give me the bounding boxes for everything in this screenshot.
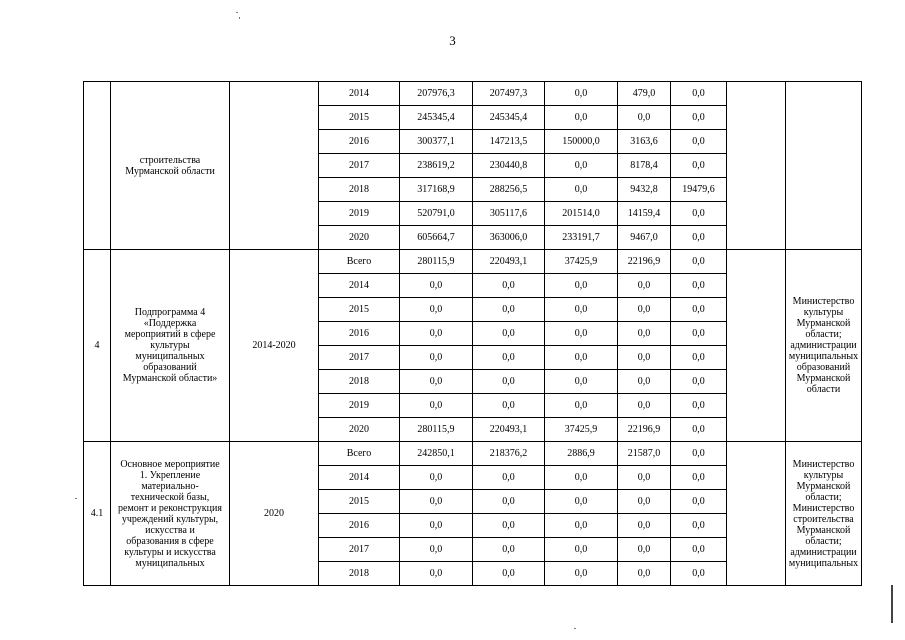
- federal-budget-cell: 0,0: [545, 322, 618, 346]
- total-cell: 207976,3: [400, 82, 473, 106]
- local-budget-cell: 0,0: [618, 538, 671, 562]
- other-sources-cell: 0,0: [671, 82, 727, 106]
- local-budget-cell: 0,0: [618, 274, 671, 298]
- federal-budget-cell: 0,0: [545, 394, 618, 418]
- total-cell: 280115,9: [400, 250, 473, 274]
- federal-budget-cell: 0,0: [545, 538, 618, 562]
- other-sources-cell: 0,0: [671, 370, 727, 394]
- other-sources-cell: 0,0: [671, 322, 727, 346]
- federal-budget-cell: 0,0: [545, 490, 618, 514]
- total-cell: 280115,9: [400, 418, 473, 442]
- year-cell: 2015: [319, 106, 400, 130]
- year-cell: 2018: [319, 178, 400, 202]
- regional-budget-cell: 0,0: [473, 466, 545, 490]
- regional-budget-cell: 288256,5: [473, 178, 545, 202]
- local-budget-cell: 21587,0: [618, 442, 671, 466]
- local-budget-cell: 479,0: [618, 82, 671, 106]
- regional-budget-cell: 0,0: [473, 346, 545, 370]
- federal-budget-cell: 0,0: [545, 370, 618, 394]
- federal-budget-cell: 150000,0: [545, 130, 618, 154]
- federal-budget-cell: 0,0: [545, 178, 618, 202]
- local-budget-cell: 14159,4: [618, 202, 671, 226]
- executor-cell: Министерство культуры Мурманской области; администрации муниципальных образований Мурманской области: [786, 250, 862, 442]
- year-cell: 2019: [319, 394, 400, 418]
- regional-budget-cell: 220493,1: [473, 250, 545, 274]
- year-cell: 2017: [319, 538, 400, 562]
- year-cell: 2020: [319, 226, 400, 250]
- local-budget-cell: 0,0: [618, 562, 671, 586]
- regional-budget-cell: 0,0: [473, 562, 545, 586]
- federal-budget-cell: 0,0: [545, 106, 618, 130]
- federal-budget-cell: 37425,9: [545, 250, 618, 274]
- blank-cell: [727, 250, 786, 442]
- other-sources-cell: 0,0: [671, 538, 727, 562]
- other-sources-cell: 0,0: [671, 106, 727, 130]
- regional-budget-cell: 207497,3: [473, 82, 545, 106]
- other-sources-cell: 0,0: [671, 394, 727, 418]
- year-cell: 2014: [319, 274, 400, 298]
- regional-budget-cell: 245345,4: [473, 106, 545, 130]
- regional-budget-cell: 0,0: [473, 370, 545, 394]
- regional-budget-cell: 0,0: [473, 490, 545, 514]
- other-sources-cell: 0,0: [671, 466, 727, 490]
- item-name-cell: Основное мероприятие 1. Укрепление материально- технической базы, ремонт и реконструкция учреждений культуры, искусства и образования в сфере культуры и искусства муниципальных: [111, 442, 230, 586]
- year-cell: 2014: [319, 82, 400, 106]
- other-sources-cell: 0,0: [671, 346, 727, 370]
- scan-edge-mark: [891, 585, 893, 623]
- scan-speck: [574, 628, 576, 629]
- local-budget-cell: 0,0: [618, 106, 671, 130]
- period-cell: [230, 82, 319, 250]
- federal-budget-cell: 0,0: [545, 562, 618, 586]
- federal-budget-cell: 0,0: [545, 298, 618, 322]
- other-sources-cell: 0,0: [671, 514, 727, 538]
- local-budget-cell: 0,0: [618, 370, 671, 394]
- year-cell: 2014: [319, 466, 400, 490]
- regional-budget-cell: 0,0: [473, 322, 545, 346]
- item-number-cell: 4.1: [84, 442, 111, 586]
- federal-budget-cell: 201514,0: [545, 202, 618, 226]
- item-number-cell: 4: [84, 250, 111, 442]
- local-budget-cell: 0,0: [618, 322, 671, 346]
- federal-budget-cell: 0,0: [545, 274, 618, 298]
- total-cell: 605664,7: [400, 226, 473, 250]
- local-budget-cell: 22196,9: [618, 250, 671, 274]
- local-budget-cell: 9467,0: [618, 226, 671, 250]
- blank-cell: [727, 442, 786, 586]
- regional-budget-cell: 218376,2: [473, 442, 545, 466]
- regional-budget-cell: 147213,5: [473, 130, 545, 154]
- total-cell: 0,0: [400, 490, 473, 514]
- total-cell: 520791,0: [400, 202, 473, 226]
- other-sources-cell: 19479,6: [671, 178, 727, 202]
- item-number-cell: [84, 82, 111, 250]
- year-cell: 2018: [319, 562, 400, 586]
- regional-budget-cell: 220493,1: [473, 418, 545, 442]
- regional-budget-cell: 305117,6: [473, 202, 545, 226]
- total-cell: 0,0: [400, 562, 473, 586]
- year-cell: 2020: [319, 418, 400, 442]
- year-cell: 2018: [319, 370, 400, 394]
- total-cell: 0,0: [400, 466, 473, 490]
- other-sources-cell: 0,0: [671, 226, 727, 250]
- total-cell: 0,0: [400, 514, 473, 538]
- scan-speck: [239, 17, 240, 19]
- other-sources-cell: 0,0: [671, 418, 727, 442]
- total-cell: 0,0: [400, 370, 473, 394]
- other-sources-cell: 0,0: [671, 298, 727, 322]
- federal-budget-cell: 2886,9: [545, 442, 618, 466]
- total-cell: 0,0: [400, 274, 473, 298]
- local-budget-cell: 9432,8: [618, 178, 671, 202]
- year-cell: 2016: [319, 514, 400, 538]
- local-budget-cell: 3163,6: [618, 130, 671, 154]
- regional-budget-cell: 0,0: [473, 514, 545, 538]
- total-cell: 0,0: [400, 394, 473, 418]
- local-budget-cell: 0,0: [618, 298, 671, 322]
- local-budget-cell: 22196,9: [618, 418, 671, 442]
- year-cell: 2015: [319, 490, 400, 514]
- executor-cell: [786, 82, 862, 250]
- year-cell: 2017: [319, 154, 400, 178]
- local-budget-cell: 0,0: [618, 346, 671, 370]
- local-budget-cell: 0,0: [618, 394, 671, 418]
- other-sources-cell: 0,0: [671, 154, 727, 178]
- total-cell: 0,0: [400, 346, 473, 370]
- local-budget-cell: 0,0: [618, 490, 671, 514]
- period-cell: 2014-2020: [230, 250, 319, 442]
- regional-budget-cell: 0,0: [473, 394, 545, 418]
- other-sources-cell: 0,0: [671, 202, 727, 226]
- federal-budget-cell: 0,0: [545, 82, 618, 106]
- federal-budget-cell: 0,0: [545, 154, 618, 178]
- year-cell: 2016: [319, 322, 400, 346]
- budget-table: [83, 81, 862, 586]
- regional-budget-cell: 0,0: [473, 274, 545, 298]
- total-cell: 0,0: [400, 298, 473, 322]
- scan-speck: [236, 12, 238, 13]
- total-cell: 0,0: [400, 538, 473, 562]
- total-cell: 300377,1: [400, 130, 473, 154]
- federal-budget-cell: 0,0: [545, 514, 618, 538]
- other-sources-cell: 0,0: [671, 274, 727, 298]
- blank-cell: [727, 82, 786, 250]
- year-cell: Всего: [319, 442, 400, 466]
- table-body: [84, 82, 862, 586]
- year-cell: 2016: [319, 130, 400, 154]
- table-row: [84, 82, 862, 106]
- total-cell: 0,0: [400, 322, 473, 346]
- item-name-cell: строительства Мурманской области: [111, 82, 230, 250]
- total-cell: 317168,9: [400, 178, 473, 202]
- federal-budget-cell: 37425,9: [545, 418, 618, 442]
- local-budget-cell: 0,0: [618, 466, 671, 490]
- table-row: [84, 250, 862, 274]
- total-cell: 238619,2: [400, 154, 473, 178]
- year-cell: 2015: [319, 298, 400, 322]
- total-cell: 245345,4: [400, 106, 473, 130]
- executor-cell: Министерство культуры Мурманской области; Министерство строительства Мурманской области; администрации муниципальных: [786, 442, 862, 586]
- year-cell: 2017: [319, 346, 400, 370]
- regional-budget-cell: 363006,0: [473, 226, 545, 250]
- table-row: [84, 442, 862, 466]
- total-cell: 242850,1: [400, 442, 473, 466]
- year-cell: Всего: [319, 250, 400, 274]
- scan-speck: [75, 498, 77, 499]
- item-name-cell: Подпрограмма 4 «Поддержка мероприятий в сфере культуры муниципальных образований Мурманской области»: [111, 250, 230, 442]
- local-budget-cell: 0,0: [618, 514, 671, 538]
- regional-budget-cell: 0,0: [473, 298, 545, 322]
- federal-budget-cell: 233191,7: [545, 226, 618, 250]
- year-cell: 2019: [319, 202, 400, 226]
- federal-budget-cell: 0,0: [545, 466, 618, 490]
- other-sources-cell: 0,0: [671, 562, 727, 586]
- other-sources-cell: 0,0: [671, 490, 727, 514]
- other-sources-cell: 0,0: [671, 250, 727, 274]
- other-sources-cell: 0,0: [671, 442, 727, 466]
- federal-budget-cell: 0,0: [545, 346, 618, 370]
- other-sources-cell: 0,0: [671, 130, 727, 154]
- local-budget-cell: 8178,4: [618, 154, 671, 178]
- period-cell: 2020: [230, 442, 319, 586]
- page-number: 3: [449, 33, 456, 48]
- regional-budget-cell: 230440,8: [473, 154, 545, 178]
- regional-budget-cell: 0,0: [473, 538, 545, 562]
